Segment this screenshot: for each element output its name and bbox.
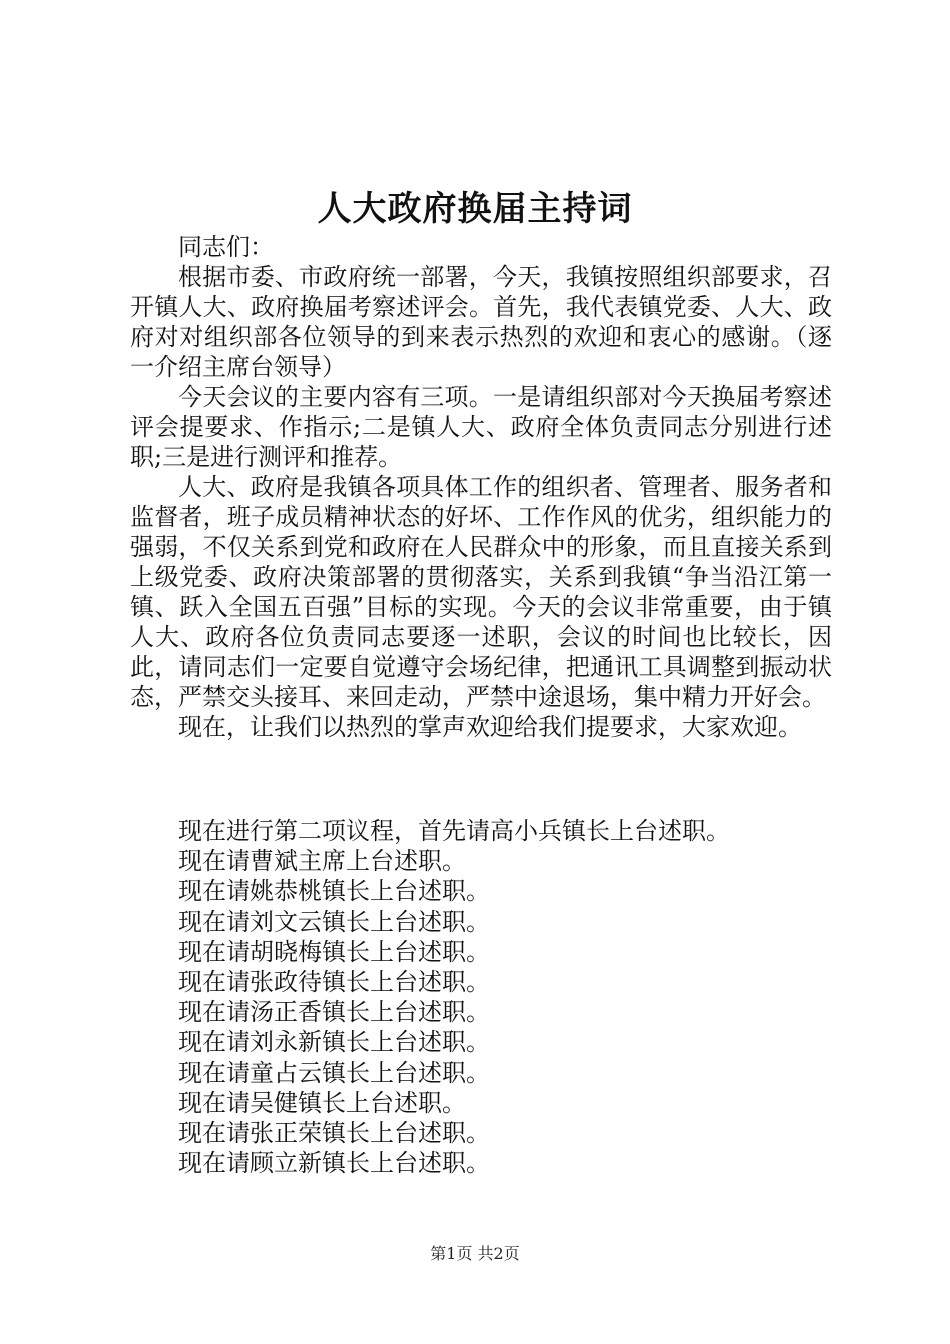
document-title: 人大政府换届主持词 [317,189,633,229]
closing-line: 现在，让我们以热烈的掌声欢迎给我们提要求，大家欢迎。 [178,713,802,741]
agenda-item: 现在请吴健镇长上台述职。 [178,1088,466,1117]
agenda-item: 现在请顾立新镇长上台述职。 [178,1149,490,1178]
agenda-item: 现在请姚恭桃镇长上台述职。 [178,877,490,906]
agenda-list [178,816,838,1178]
page-number-footer: 第1页 共2页 [430,1244,520,1263]
agenda-item: 现在请胡晓梅镇长上台述职。 [178,937,490,966]
agenda-item: 现在请刘文云镇长上台述职。 [178,907,490,936]
agenda-item: 现在请张政待镇长上台述职。 [178,968,490,997]
document-body [130,232,832,742]
agenda-item: 现在请张正荣镇长上台述职。 [178,1119,490,1148]
agenda-item: 现在请汤正香镇长上台述职。 [178,998,490,1027]
paragraph: 今天会议的主要内容有三项。一是请组织部对今天换届考察述评会提要求、作指示;二是镇人大、政府全体负责同志分别进行述职;三是进行测评和推荐。 [130,383,832,471]
paragraph: 人大、政府是我镇各项具体工作的组织者、管理者、服务者和监督者，班子成员精神状态的好坏、工作作风的优劣，组织能力的强弱，不仅关系到党和政府在人民群众中的形象，而且直接关系到上级党委、政府决策部署的贯彻落实，关系到我镇“争当沿江第一镇、跃入全国五百强”目标的实现。今天的会议非常重要，由于镇人大、政府各位负责同志要逐一述职，会议的时间也比较长，因此，请同志们一定要自觉遵守会场纪律，把通讯工具调整到振动状态，严禁交头接耳、来回走动，严禁中途退场，集中精力开好会。 [130,473,832,711]
agenda-item: 现在请曹斌主席上台述职。 [178,847,466,876]
agenda-item: 现在请刘永新镇长上台述职。 [178,1028,490,1057]
salutation: 同志们： [178,233,274,261]
paragraph: 根据市委、市政府统一部署，今天，我镇按照组织部要求，召开镇人大、政府换届考察述评会。首先，我代表镇党委、人大、政府对对组织部各位领导的到来表示热烈的欢迎和衷心的感谢。（逐一介绍主席台领导） [130,263,832,381]
agenda-item: 现在进行第二项议程，首先请高小兵镇长上台述职。 [178,817,730,845]
agenda-item: 现在请童占云镇长上台述职。 [178,1058,490,1087]
